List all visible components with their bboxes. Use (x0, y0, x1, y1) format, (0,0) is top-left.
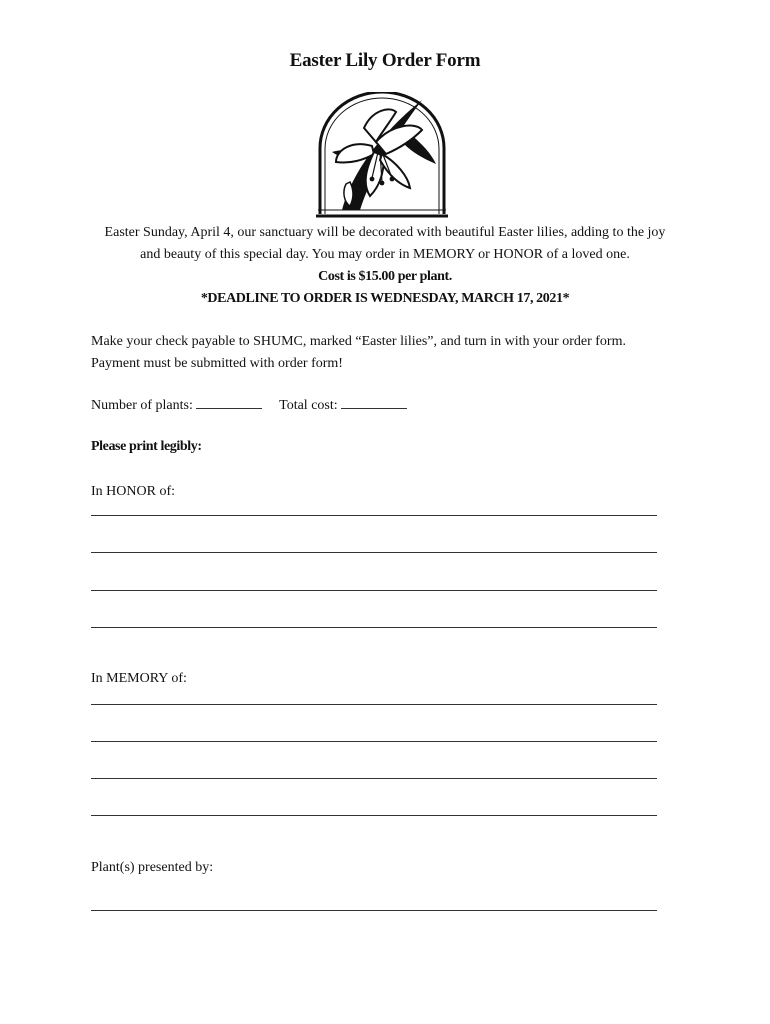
intro-line-1: Easter Sunday, April 4, our sanctuary will be decorated with beautiful Easter lilies, adding to the joy (104, 225, 666, 240)
honor-line-2[interactable] (91, 552, 657, 553)
presented-by-label: Plant(s) presented by: (91, 860, 214, 875)
order-quantity-row (91, 395, 407, 417)
total-cost-field[interactable] (341, 396, 407, 409)
print-legibly-note: Please print legibly: (91, 439, 202, 454)
page-title: Easter Lily Order Form (289, 50, 481, 71)
payment-line-1: Make your check payable to SHUMC, marked “Easter lilies”, and turn in with your order form. (91, 334, 626, 349)
number-of-plants-label: Number of plants: (91, 398, 193, 413)
memory-line-4[interactable] (91, 815, 657, 816)
honor-label: In HONOR of: (91, 484, 175, 499)
intro-text (80, 222, 690, 310)
easter-lily-icon (312, 92, 452, 220)
presented-by-line[interactable] (91, 910, 657, 911)
memory-line-2[interactable] (91, 741, 657, 742)
memory-label: In MEMORY of: (91, 671, 187, 686)
deadline-note: *DEADLINE TO ORDER IS WEDNESDAY, MARCH 17, 2021* (200, 291, 570, 306)
memory-line-1[interactable] (91, 704, 657, 705)
intro-line-2: and beauty of this special day. You may order in MEMORY or HONOR of a loved one. (140, 247, 630, 262)
number-of-plants-field[interactable] (196, 396, 262, 409)
memory-line-3[interactable] (91, 778, 657, 779)
total-cost-label: Total cost: (279, 398, 338, 413)
payment-line-2: Payment must be submitted with order form! (91, 356, 343, 371)
honor-line-4[interactable] (91, 627, 657, 628)
payment-instructions (91, 331, 626, 375)
cost-note: Cost is $15.00 per plant. (318, 269, 452, 284)
honor-line-1[interactable] (91, 515, 657, 516)
honor-line-3[interactable] (91, 590, 657, 591)
